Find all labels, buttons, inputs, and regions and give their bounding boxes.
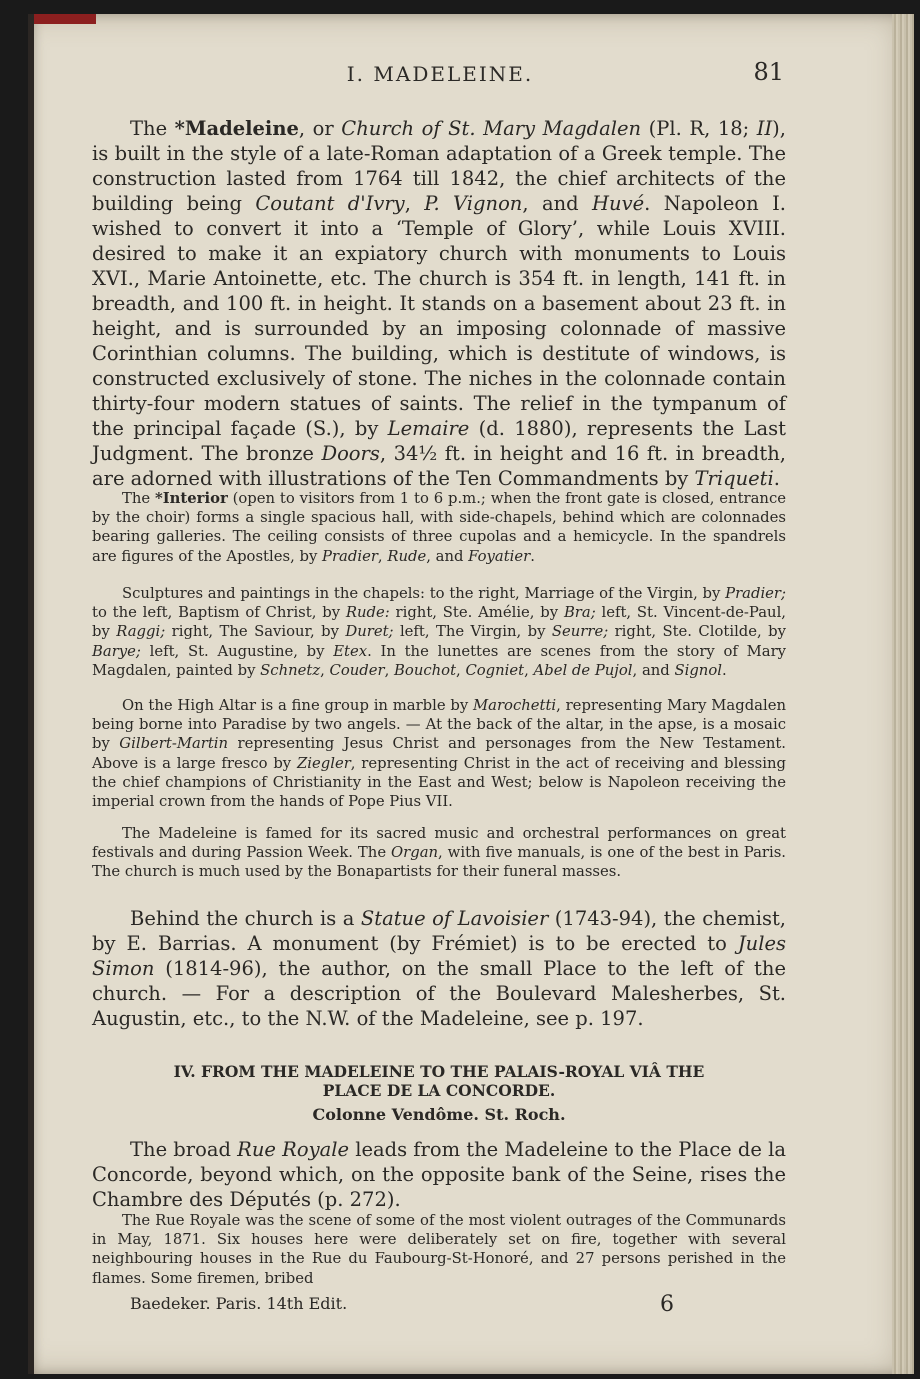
artist-name: Bouchot <box>394 661 457 679</box>
text: . <box>773 467 780 490</box>
text: , and <box>426 547 469 565</box>
text: , 34½ ft. in height and 16 ft. in breadth, are adorned with illustrations of the Ten Commandments by <box>92 442 786 490</box>
text: , <box>384 661 395 679</box>
text: . In the lunettes are scenes from the story of Mary Magdalen, painted by <box>92 642 786 679</box>
term-interior: *Interior <box>155 490 228 507</box>
artist-name: Pradier <box>322 547 378 565</box>
text: , representing Mary Magdalen being borne into Paradise by two angels. — At the back of the altar, in the apse, is a mosaic by <box>92 697 787 753</box>
artist-name: Pradier; <box>725 585 786 602</box>
footer-imprint: Baedeker. Paris. 14th Edit. <box>130 1294 348 1313</box>
section-heading <box>92 1062 786 1100</box>
artist-name: Barye; <box>92 642 141 660</box>
text: , <box>524 661 534 679</box>
section-heading-line2: PLACE DE LA CONCORDE. <box>322 1081 556 1100</box>
text: The <box>130 117 175 140</box>
text: left, The Virgin, by <box>393 623 552 641</box>
doors-term: Doors <box>321 442 380 465</box>
text: to the left, Baptism of Christ, by <box>92 604 346 622</box>
plan-ref: (Pl. R, 18; <box>641 117 757 140</box>
text: , and <box>632 661 675 679</box>
statue-name: Statue of Lavoisier <box>360 907 549 930</box>
architect-name: Huvé <box>592 192 645 215</box>
text: , and <box>522 192 593 215</box>
artist-name: Signol <box>674 661 722 679</box>
text: left, St. Vincent-de-Paul, by <box>92 604 786 641</box>
paragraph-communards: The Rue Royale was the scene of some of the most violent outrages of the Communards in May, 1871. Six houses here were deliberately set on fire, together with several neighbouring houses in the Rue du Faubourg-St-Honoré, and 27 persons perished in the flames. Some firemen, bribed <box>92 1212 786 1287</box>
text: (open to visitors from 1 to 6 p.m.; when the front gate is closed, entrance by the choir) forms a single spacious hall, with side-chapels, behind which are colonnades bearing galleries. The ceiling consists of three cupolas and a hemicycle. In the spandrels are figures of the Apostles, by <box>92 490 786 565</box>
artist-name: Raggi; <box>116 623 166 641</box>
paragraph-chapels <box>92 584 786 680</box>
artist-name: Schnetz <box>260 661 321 679</box>
text: The <box>122 490 156 507</box>
artist-name: Rude <box>387 547 427 565</box>
artist-name: Abel de Pujol <box>533 661 633 679</box>
page-gutter <box>28 14 34 1374</box>
text: Behind the church is a <box>130 907 361 930</box>
text: On the High Altar is a fine group in marble by <box>122 697 473 714</box>
person-name: Jules Simon <box>92 932 786 980</box>
artist-name: Couder <box>329 661 385 679</box>
text: , representing Christ in the act of receiving and blessing the chief champions of Christianity in the East and West; below is Napoleon receiving the imperial crown from the hands of Pope Pius VII. <box>92 754 786 811</box>
artist-name: Foyatier <box>468 547 531 565</box>
paragraph-madeleine <box>92 116 786 491</box>
artist-name: Gilbert-Martin <box>119 735 229 753</box>
street-name: Rue Royale <box>237 1138 349 1161</box>
artist-name: Etex <box>333 642 368 660</box>
page-marker <box>28 14 96 24</box>
paragraph-high-altar <box>92 696 786 811</box>
artist-name: Seurre; <box>551 623 609 641</box>
sculptor-name: Lemaire <box>387 417 470 440</box>
text: ), is built in the style of a late-Roman adaptation of a Greek temple. The construction lasted from 1764 till 1842, the chief architects of the building being <box>92 117 786 215</box>
text: , with five manuals, is one of the best in Paris. The church is much used by the Bonapartists for their funeral masses. <box>92 844 787 881</box>
artist-name: Rude: <box>345 604 390 622</box>
architect-name: Coutant d'Ivry <box>255 192 405 215</box>
text: right, Ste. Amélie, by <box>389 604 564 622</box>
church-name: Church of St. Mary Magdalen <box>341 117 642 140</box>
text: , or <box>298 117 342 140</box>
architect-name: P. Vignon <box>424 192 523 215</box>
text: . <box>530 547 535 565</box>
term-madeleine: *Madeleine <box>174 117 299 140</box>
text: The Madeleine is famed for its sacred music and orchestral performances on great festivals and during Passion Week. The <box>92 825 786 862</box>
artist-name: Duret; <box>345 623 394 641</box>
artist-name: Triqueti <box>694 467 774 490</box>
running-header <box>90 56 790 88</box>
text: (1743-94), the chemist, by E. Barrias. A monument (by Frémiet) is to be erected to <box>92 907 786 955</box>
text: representing Jesus Christ and personages from the New Testament. Above is a large fresco by <box>92 735 786 772</box>
text: , <box>456 661 466 679</box>
text: right, Ste. Clotilde, by <box>608 623 786 641</box>
paragraph-interior <box>92 489 786 566</box>
signature-mark: 6 <box>660 1292 674 1317</box>
text: . <box>721 661 727 679</box>
artist-name: Cogniet <box>465 661 525 679</box>
artist-name: Ziegler <box>296 754 351 772</box>
paragraph-rue-royale <box>92 1137 786 1212</box>
text: , <box>404 192 425 215</box>
text: The broad <box>130 1138 238 1161</box>
artist-name: Marochetti <box>472 697 557 714</box>
text: , <box>377 547 388 565</box>
artist-name: Bra; <box>563 604 596 622</box>
page-number: 81 <box>753 58 784 86</box>
text: left, St. Augustine, by <box>140 642 334 660</box>
paragraph-lavoisier <box>92 906 786 1031</box>
text: Sculptures and paintings in the chapels: to the right, Marriage of the Virgin, by <box>122 585 726 602</box>
section-subheading: Colonne Vendôme. St. Roch. <box>312 1105 566 1124</box>
text: right, The Saviour, by <box>165 623 346 641</box>
text: , <box>320 661 330 679</box>
text: leads from the Madeleine to the Place de la Concorde, beyond which, on the opposite bank of the Seine, rises the Chambre des Députés (p. 272). <box>92 1138 786 1211</box>
text: (1814-96), the author, on the small Place to the left of the church. — For a description of the Boulevard Malesherbes, St. Augustin, etc., to the N.W. of the Madeleine, see p. 197. <box>92 957 786 1030</box>
text: (d. 1880), represents the Last Judgment. The bronze <box>92 417 786 465</box>
text: . Napoleon I. wished to convert it into a ‘Temple of Glory’, while Louis XVIII. desired to make it an expiatory church with monuments to Louis XVI., Marie Antoinette, etc. The church is 354 ft. in length, 141 ft. in breadth, and 100 ft. in height. It stands on a basement about 23 ft. in height, and is surrounded by an imposing colonnade of massive Corinthian columns. The building, which is destitute of windows, is constructed exclusively of stone. The niches in the colonnade contain thirty-four modern statues of saints. The relief in the tympanum of the principal façade (S.), by <box>92 192 786 440</box>
header-title: I. MADELEINE. <box>346 62 534 86</box>
plan-ref-num: II <box>756 117 773 140</box>
organ-term: Organ <box>391 844 439 862</box>
section-heading-line1: IV. FROM THE MADELEINE TO THE PALAIS-ROYAL VIÂ THE <box>173 1062 705 1081</box>
page-edges <box>892 14 914 1374</box>
paragraph-music <box>92 824 786 882</box>
